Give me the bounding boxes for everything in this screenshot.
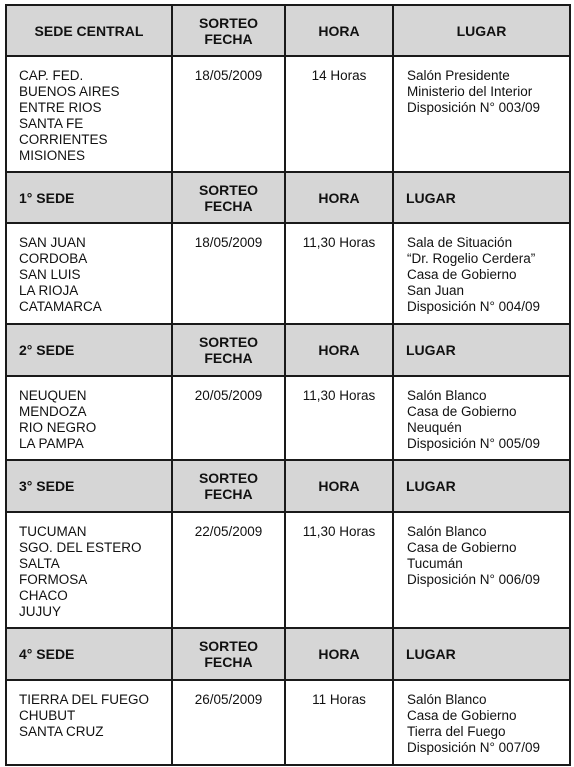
province-item: LA RIOJA [19,283,79,298]
place-line: Casa de Gobierno [407,404,517,419]
sede-header: 3° SEDE [6,460,172,512]
province-list [6,56,172,172]
hora-header: HORA [285,324,393,376]
section-body-row [6,376,570,460]
sorteo-date: 26/05/2009 [172,680,285,765]
sorteo-date: 18/05/2009 [172,56,285,172]
sorteo-schedule-table [5,4,571,766]
sorteo-fecha-header [172,460,285,512]
lugar-header: LUGAR [393,628,570,680]
place-line: Ministerio del Interior [407,84,533,99]
section-body-row [6,680,570,765]
fecha-label: FECHA [204,30,253,47]
section-body-row [6,56,570,172]
sede-header: SEDE CENTRAL [6,5,172,56]
province-item: TUCUMAN [19,524,87,539]
sorteo-fecha-header [172,172,285,223]
hora-header: HORA [285,5,393,56]
sorteo-place [393,376,570,460]
province-item: CORDOBA [19,251,88,266]
sede-header: 2° SEDE [6,324,172,376]
sorteo-place [393,56,570,172]
sorteo-place [393,223,570,324]
place-line: Disposición N° 007/09 [407,740,540,755]
sorteo-time: 14 Horas [285,56,393,172]
province-item: SGO. DEL ESTERO [19,540,142,555]
hora-header: HORA [285,172,393,223]
province-item: FORMOSA [19,572,88,587]
place-line: “Dr. Rogelio Cerdera” [407,251,536,266]
place-line: Tucumán [407,556,463,571]
sorteo-label: SORTEO [198,470,259,486]
sorteo-time: 11,30 Horas [285,223,393,324]
province-list [6,512,172,628]
province-item: TIERRA DEL FUEGO [19,692,150,707]
sorteo-date: 22/05/2009 [172,512,285,628]
place-line: Casa de Gobierno [407,267,517,282]
sorteo-time: 11,30 Horas [285,512,393,628]
sorteo-label: SORTEO [198,334,259,350]
sorteo-label: SORTEO [198,638,259,654]
place-line: Disposición N° 005/09 [407,436,540,451]
province-list [6,376,172,460]
section-header-row [6,628,570,680]
province-item: JUJUY [19,604,62,619]
province-item: RIO NEGRO [19,420,97,435]
province-item: SANTA CRUZ [19,724,104,739]
section-header-row [6,324,570,376]
fecha-label: FECHA [204,654,253,670]
place-line: Salón Blanco [407,524,487,539]
place-line: San Juan [407,283,465,298]
province-item: MISIONES [19,148,86,163]
section-body-row [6,223,570,324]
sede-header: 1° SEDE [6,172,172,223]
hora-header: HORA [285,460,393,512]
province-item: SAN JUAN [19,235,86,250]
sorteo-label: SORTEO [198,14,259,31]
province-item: SAN LUIS [19,267,81,282]
province-item: BUENOS AIRES [19,84,120,99]
place-line: Tierra del Fuego [407,724,506,739]
lugar-header: LUGAR [393,324,570,376]
hora-header: HORA [285,628,393,680]
sorteo-fecha-header [172,628,285,680]
lugar-header: LUGAR [393,172,570,223]
province-item: NEUQUEN [19,388,87,403]
section-body-row [6,512,570,628]
province-item: CORRIENTES [19,132,108,147]
place-line: Salón Blanco [407,692,487,707]
province-item: CAP. FED. [19,68,84,83]
sede-header: 4° SEDE [6,628,172,680]
fecha-label: FECHA [204,486,253,502]
sorteo-fecha-header [172,324,285,376]
sorteo-date: 18/05/2009 [172,223,285,324]
sorteo-fecha-header [172,5,285,56]
fecha-label: FECHA [204,350,253,366]
sorteo-date: 20/05/2009 [172,376,285,460]
province-item: SANTA FE [19,116,84,131]
province-item: CHACO [19,588,68,603]
place-line: Casa de Gobierno [407,540,517,555]
fecha-label: FECHA [204,197,253,214]
place-line: Disposición N° 006/09 [407,572,540,587]
place-line: Salón Presidente [407,68,510,83]
section-header-row [6,172,570,223]
province-item: ENTRE RIOS [19,100,102,115]
sorteo-place [393,512,570,628]
place-line: Neuquén [407,420,462,435]
lugar-header: LUGAR [393,460,570,512]
sorteo-time: 11,30 Horas [285,376,393,460]
province-list [6,223,172,324]
place-line: Casa de Gobierno [407,708,517,723]
sorteo-place [393,680,570,765]
section-header-row [6,460,570,512]
sorteo-label: SORTEO [198,181,259,198]
sorteo-time: 11 Horas [285,680,393,765]
place-line: Salón Blanco [407,388,487,403]
province-item: LA PAMPA [19,436,84,451]
lugar-header: LUGAR [393,5,570,56]
place-line: Disposición N° 004/09 [407,299,540,314]
place-line: Disposición N° 003/09 [407,100,540,115]
section-header-row [6,5,570,56]
province-item: CATAMARCA [19,299,102,314]
place-line: Sala de Situación [407,235,513,250]
province-item: SALTA [19,556,60,571]
province-item: CHUBUT [19,708,76,723]
province-item: MENDOZA [19,404,87,419]
province-list [6,680,172,765]
